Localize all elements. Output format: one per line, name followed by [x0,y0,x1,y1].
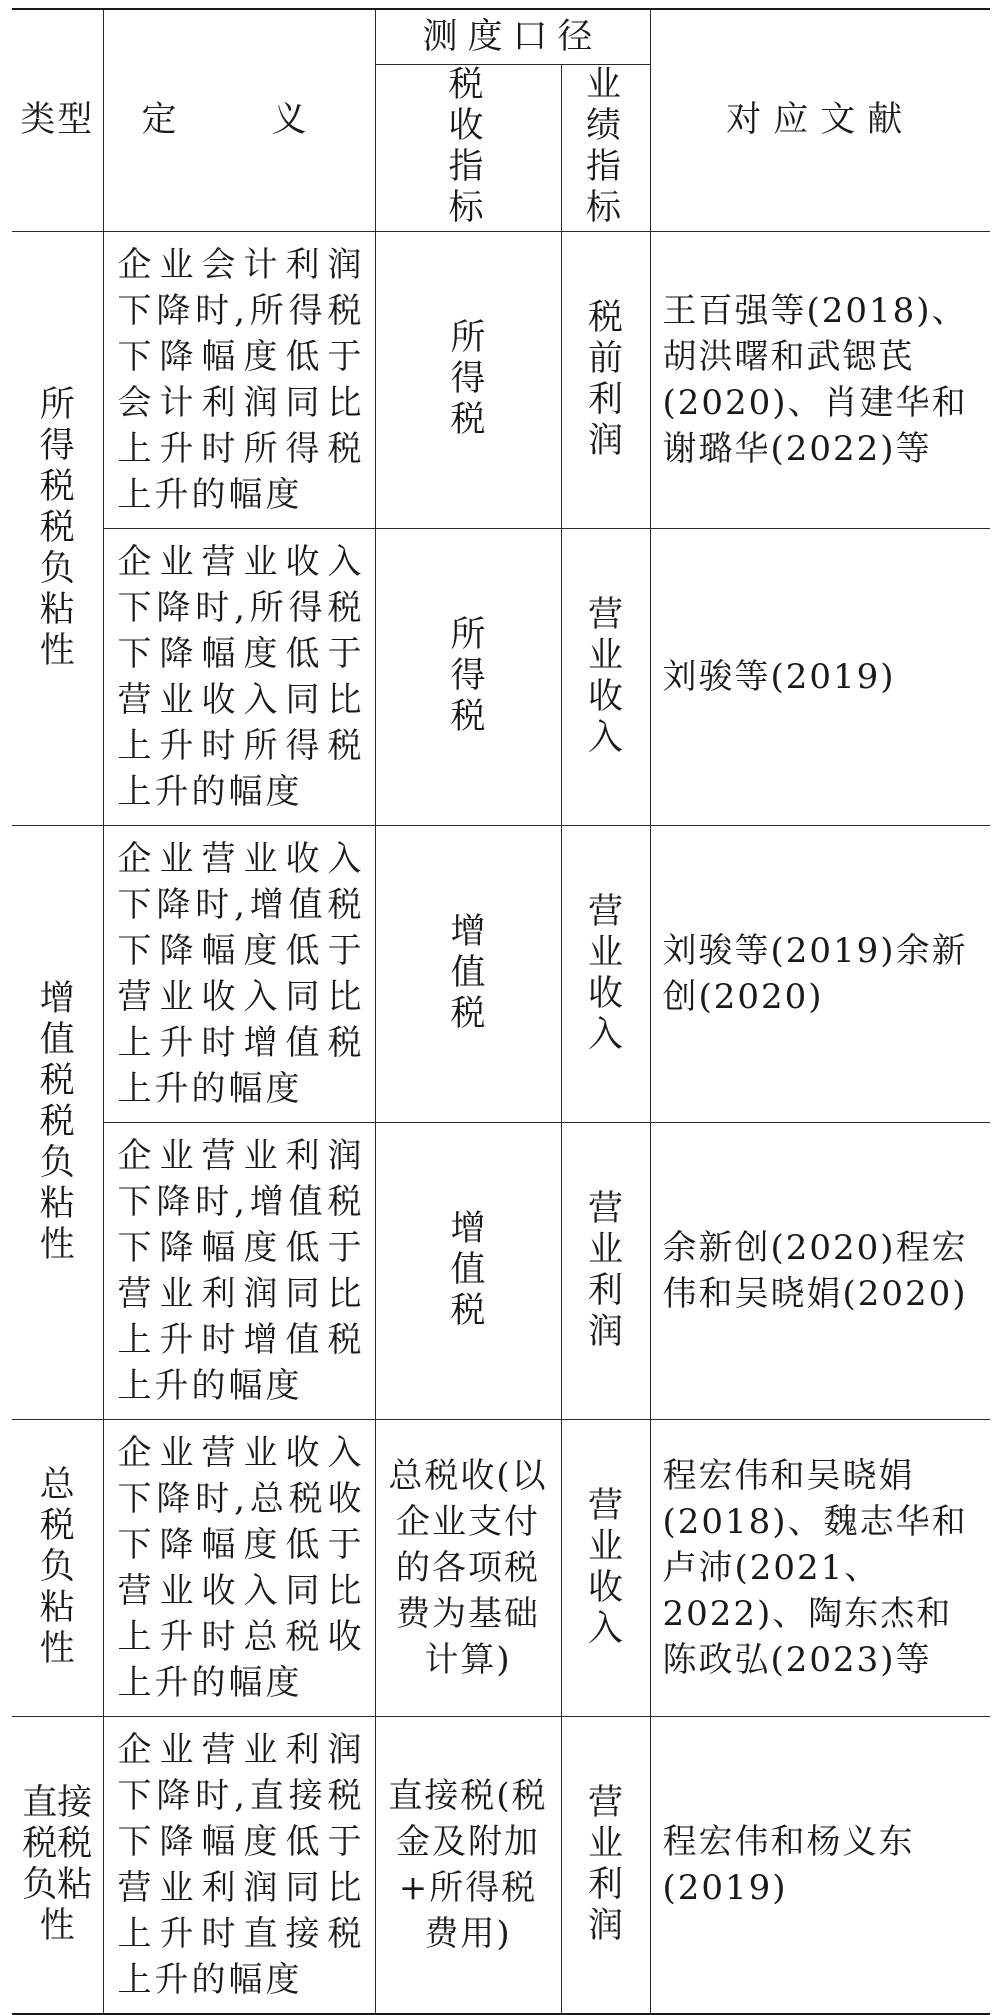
type-cell-income-tax: 所得税税负粘性 [12,231,103,825]
perf-indicator-cell: 税前利润 [561,231,650,528]
definition-cell: 企业营业收入下降时,增值税下降幅度低于营业收入同比上升时增值税上升的幅度 [103,825,375,1122]
references-cell: 程宏伟和吴晓娟(2018)、魏志华和卢沛(2021、2022)、陶东杰和陈政弘(2023)等 [650,1419,990,1716]
definition-cell: 企业营业利润下降时,增值税下降幅度低于营业利润同比上升时增值税上升的幅度 [103,1122,375,1419]
table-row [12,1716,990,2014]
perf-indicator-cell: 营业利润 [561,1716,650,2014]
definition-cell: 企业营业收入下降时,总税收下降幅度低于营业收入同比上升时总税收上升的幅度 [103,1419,375,1716]
references-cell: 程宏伟和杨义东(2019) [650,1716,990,2014]
references-cell: 刘骏等(2019) [650,528,990,825]
tax-indicator-cell: 所得税 [375,528,561,825]
header-perf-indicator: 业绩指标 [561,65,650,232]
tax-indicator-cell: 增值税 [375,825,561,1122]
perf-indicator-cell: 营业收入 [561,528,650,825]
header-row-1 [12,9,990,65]
definition-cell: 企业营业利润下降时,直接税下降幅度低于营业利润同比上升时直接税上升的幅度 [103,1716,375,2014]
tax-indicator-cell: 增值税 [375,1122,561,1419]
tax-stickiness-table-wrapper [12,8,990,2015]
table-row [12,1122,990,1419]
references-cell: 王百强等(2018)、胡洪曙和武锶芪(2020)、肖建华和谢璐华(2022)等 [650,231,990,528]
header-type: 类型 [12,9,103,231]
perf-indicator-cell: 营业利润 [561,1122,650,1419]
type-cell-direct-tax: 直接税税负粘性 [12,1716,103,2014]
references-cell: 余新创(2020)程宏伟和吴晓娟(2020) [650,1122,990,1419]
tax-stickiness-table [12,8,990,2015]
table-row [12,528,990,825]
references-cell: 刘骏等(2019)余新创(2020) [650,825,990,1122]
header-definition: 定 义 [103,9,375,231]
type-cell-vat: 增值税税负粘性 [12,825,103,1419]
definition-cell: 企业会计利润下降时,所得税下降幅度低于会计利润同比上升时所得税上升的幅度 [103,231,375,528]
header-measure-group: 测度口径 [375,9,650,65]
perf-indicator-cell: 营业收入 [561,825,650,1122]
type-cell-total-tax: 总税负粘性 [12,1419,103,1716]
table-row [12,825,990,1122]
header-references: 对应文献 [650,9,990,231]
table-row [12,1419,990,1716]
header-tax-indicator: 税收指标 [375,65,561,232]
tax-indicator-cell: 所得税 [375,231,561,528]
tax-indicator-cell: 直接税(税金及附加+所得税费用) [375,1716,561,2014]
perf-indicator-cell: 营业收入 [561,1419,650,1716]
definition-cell: 企业营业收入下降时,所得税下降幅度低于营业收入同比上升时所得税上升的幅度 [103,528,375,825]
tax-indicator-cell: 总税收(以企业支付的各项税费为基础计算) [375,1419,561,1716]
table-row [12,231,990,528]
